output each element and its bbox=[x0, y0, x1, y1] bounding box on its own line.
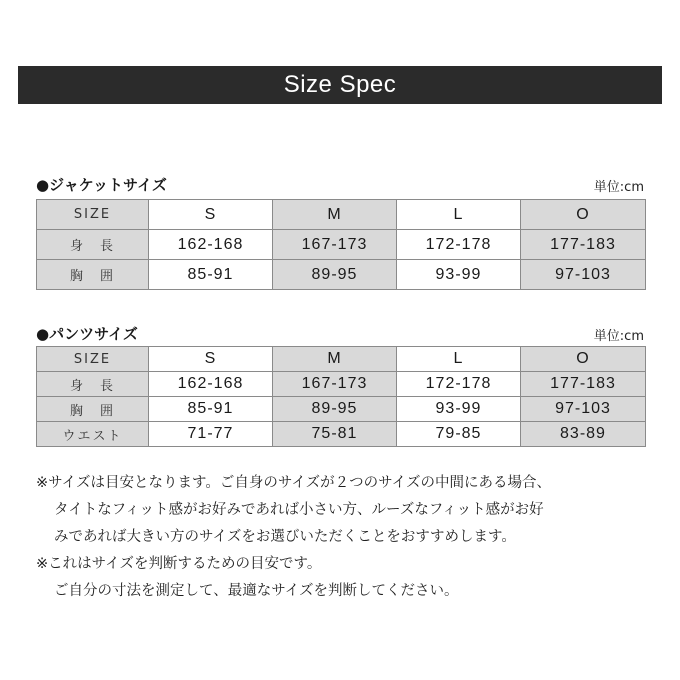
table-header-row bbox=[37, 347, 646, 372]
row-label: 身 長 bbox=[37, 230, 149, 260]
jacket-unit-note: 単位:cm bbox=[593, 180, 644, 195]
table-cell: 172-178 bbox=[397, 372, 521, 397]
pants-size-table bbox=[36, 346, 646, 447]
banner-title: Size Spec bbox=[283, 71, 397, 98]
table-row bbox=[37, 260, 646, 290]
table-cell: 89-95 bbox=[273, 397, 397, 422]
pants-section-header bbox=[36, 324, 644, 344]
pants-section-title: ●パンツサイズ bbox=[36, 325, 138, 343]
header-cell: S bbox=[149, 347, 273, 372]
note-line: ※これはサイズを判断するための目安です。 bbox=[36, 556, 322, 572]
table-cell: 83-89 bbox=[521, 422, 646, 447]
table-header-row bbox=[37, 200, 646, 230]
jacket-section-title: ●ジャケットサイズ bbox=[36, 176, 167, 194]
note-line: ご自分の寸法を測定して、最適なサイズを判断してください。 bbox=[54, 583, 459, 599]
table-cell: 167-173 bbox=[273, 230, 397, 260]
table-cell: 93-99 bbox=[397, 260, 521, 290]
row-label: ウエスト bbox=[37, 422, 149, 447]
note-line: ※サイズは目安となります。ご自身のサイズが２つのサイズの中間にある場合、 bbox=[36, 475, 552, 491]
table-cell: 89-95 bbox=[273, 260, 397, 290]
size-notes bbox=[36, 470, 656, 605]
header-cell: S bbox=[149, 200, 273, 230]
table-cell: 85-91 bbox=[149, 260, 273, 290]
table-row bbox=[37, 397, 646, 422]
table-row bbox=[37, 372, 646, 397]
header-cell: L bbox=[397, 347, 521, 372]
row-label: 身 長 bbox=[37, 372, 149, 397]
pants-unit-note: 単位:cm bbox=[593, 329, 644, 344]
note-line: みであれば大きい方のサイズをお選びいただくことをおすすめします。 bbox=[54, 529, 516, 545]
size-spec-banner bbox=[18, 66, 662, 104]
jacket-section-header bbox=[36, 175, 644, 195]
table-cell: 79-85 bbox=[397, 422, 521, 447]
table-cell: 167-173 bbox=[273, 372, 397, 397]
table-cell: 75-81 bbox=[273, 422, 397, 447]
row-label: 胸 囲 bbox=[37, 260, 149, 290]
table-cell: 97-103 bbox=[521, 260, 646, 290]
row-label: 胸 囲 bbox=[37, 397, 149, 422]
header-cell: O bbox=[521, 347, 646, 372]
header-cell: L bbox=[397, 200, 521, 230]
table-cell: 97-103 bbox=[521, 397, 646, 422]
table-cell: 162-168 bbox=[149, 372, 273, 397]
table-cell: 85-91 bbox=[149, 397, 273, 422]
table-cell: 93-99 bbox=[397, 397, 521, 422]
table-row bbox=[37, 230, 646, 260]
table-cell: 172-178 bbox=[397, 230, 521, 260]
table-cell: 162-168 bbox=[149, 230, 273, 260]
table-cell: 71-77 bbox=[149, 422, 273, 447]
header-cell: SIZE bbox=[37, 200, 149, 230]
table-cell: 177-183 bbox=[521, 230, 646, 260]
header-cell: O bbox=[521, 200, 646, 230]
table-cell: 177-183 bbox=[521, 372, 646, 397]
header-cell: M bbox=[273, 200, 397, 230]
header-cell: SIZE bbox=[37, 347, 149, 372]
jacket-size-table bbox=[36, 199, 646, 290]
note-line: タイトなフィット感がお好みであれば小さい方、ルーズなフィット感がお好 bbox=[54, 502, 544, 518]
header-cell: M bbox=[273, 347, 397, 372]
table-row bbox=[37, 422, 646, 447]
